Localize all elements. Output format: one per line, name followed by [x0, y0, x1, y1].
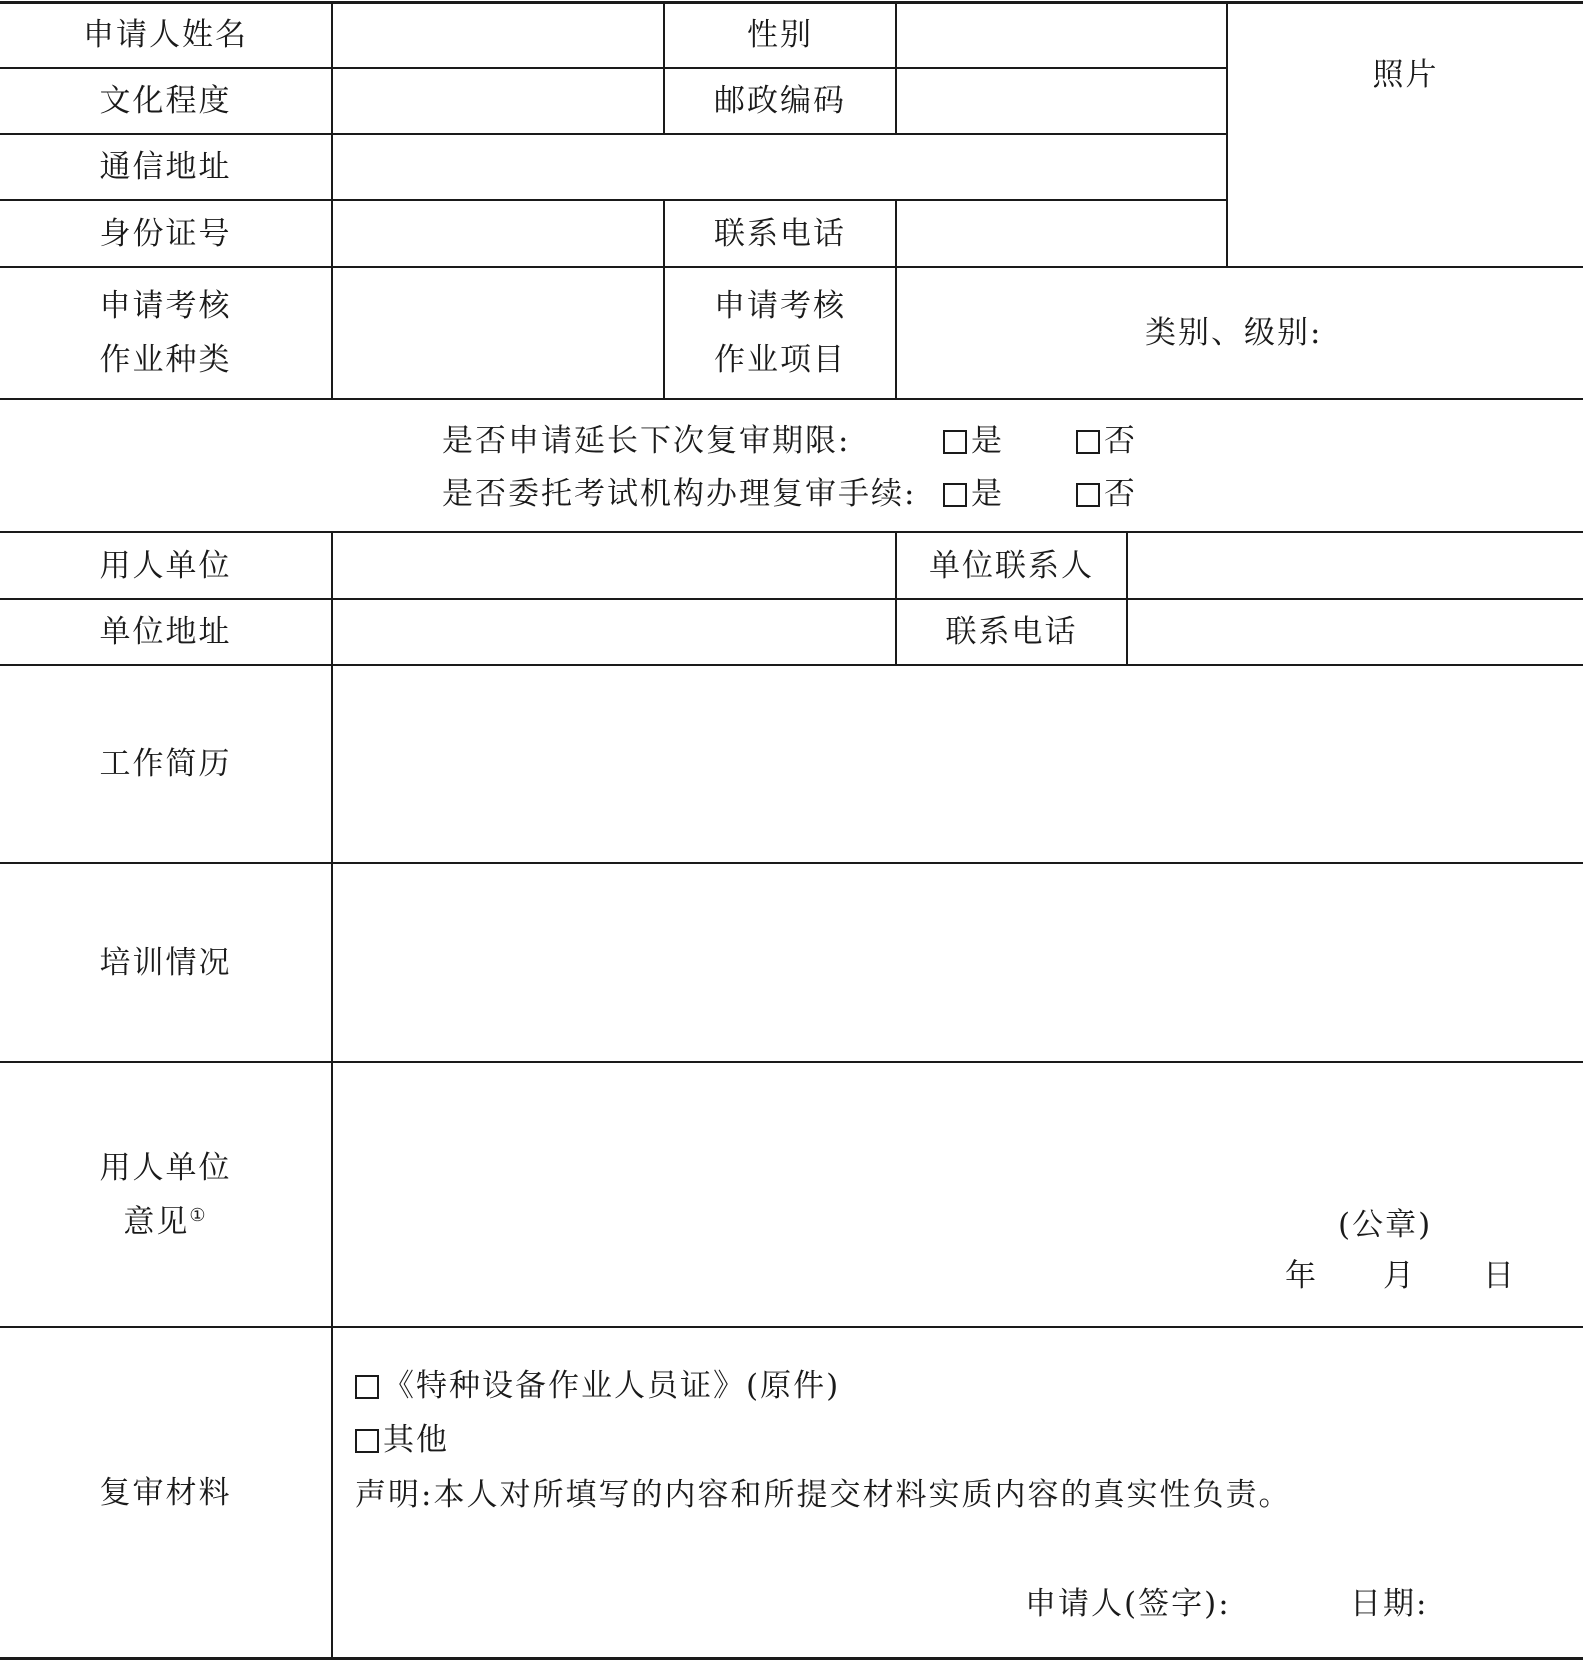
delegate-yes-option[interactable] — [943, 474, 1004, 514]
education-field[interactable] — [333, 69, 663, 133]
exam-type-field[interactable] — [333, 268, 663, 398]
material-certificate-label: 《特种设备作业人员证》(原件) — [383, 1368, 841, 1404]
extend-yes-label: 是 — [971, 423, 1004, 459]
declaration-text: 声明:本人对所填写的内容和所提交材料实质内容的真实性负责。 — [355, 1477, 1292, 1513]
day-label: 日 — [1483, 1258, 1516, 1294]
exam-item-field[interactable] — [897, 268, 1583, 398]
employer-contact-field[interactable] — [1128, 533, 1583, 598]
date-label: 日期: — [1350, 1586, 1429, 1622]
phone-field[interactable] — [897, 201, 1226, 266]
photo-label: 照片 — [1372, 56, 1439, 93]
applicant-name-field[interactable] — [333, 3, 663, 67]
postal-code-field[interactable] — [897, 69, 1226, 133]
employer-opinion-label — [0, 1063, 331, 1326]
work-history-label: 工作简历 — [99, 746, 232, 782]
delegate-question: 是否委托考试机构办理复审手续: — [442, 476, 917, 512]
address-label: 通信地址 — [99, 149, 232, 185]
work-history-field[interactable] — [333, 666, 1583, 862]
employer-opinion-label-line1: 用人单位 — [99, 1149, 232, 1186]
employer-label: 用人单位 — [99, 547, 232, 584]
extend-question: 是否申请延长下次复审期限: — [442, 423, 851, 459]
employer-address-label: 单位地址 — [99, 614, 232, 650]
exam-item-label — [665, 268, 895, 398]
photo-cell[interactable] — [1228, 3, 1583, 266]
training-label: 培训情况 — [99, 944, 232, 981]
checkbox-icon[interactable] — [1076, 430, 1100, 454]
gender-label: 性别 — [747, 17, 813, 53]
delegate-no-label: 否 — [1104, 476, 1137, 512]
extend-no-label: 否 — [1104, 423, 1137, 459]
year-label: 年 — [1285, 1258, 1318, 1294]
delegate-yes-label: 是 — [971, 476, 1004, 512]
education-label: 文化程度 — [99, 83, 232, 119]
employer-opinion-label-line2 — [123, 1195, 207, 1249]
checkbox-icon[interactable] — [355, 1375, 379, 1399]
checkbox-icon[interactable] — [355, 1429, 379, 1453]
exam-item-label-line1: 申请考核 — [714, 288, 846, 324]
exam-item-label-line2: 作业项目 — [714, 342, 846, 378]
phone-label: 联系电话 — [714, 215, 846, 252]
extend-yes-option[interactable] — [943, 421, 1004, 461]
id-number-label: 身份证号 — [99, 215, 232, 252]
employer-opinion-field[interactable] — [333, 1063, 1583, 1326]
exam-type-label — [0, 268, 331, 398]
form-bottom-border — [0, 1657, 1583, 1660]
delegate-no-option[interactable] — [1076, 474, 1137, 514]
exam-type-label-line2: 作业种类 — [99, 342, 232, 378]
employer-opinion-text: 意见 — [123, 1203, 190, 1240]
training-field[interactable] — [333, 864, 1583, 1061]
row-divider — [0, 398, 1583, 400]
gender-field[interactable] — [897, 3, 1226, 67]
employer-address-field[interactable] — [333, 600, 895, 664]
postal-code-label: 邮政编码 — [714, 83, 846, 119]
checkbox-icon[interactable] — [943, 430, 967, 454]
extend-no-option[interactable] — [1076, 421, 1137, 461]
checkbox-icon[interactable] — [943, 483, 967, 507]
signature-label: 申请人(签字): — [1025, 1586, 1231, 1622]
footnote-marker: ① — [189, 1204, 208, 1226]
id-number-field[interactable] — [333, 201, 663, 266]
address-field[interactable] — [333, 135, 1226, 199]
exam-type-label-line1: 申请考核 — [99, 288, 232, 324]
seal-label: (公章) — [1338, 1207, 1433, 1243]
month-label: 月 — [1383, 1258, 1416, 1294]
category-level-label: 类别、级别: — [1145, 315, 1323, 351]
review-materials-field — [333, 1328, 1583, 1657]
checkbox-icon[interactable] — [1076, 483, 1100, 507]
employer-field[interactable] — [333, 533, 895, 598]
employer-phone-field[interactable] — [1128, 600, 1583, 664]
employer-contact-label: 单位联系人 — [929, 547, 1094, 584]
material-certificate-option[interactable] — [355, 1366, 840, 1406]
material-other-option[interactable] — [355, 1420, 449, 1460]
applicant-name-label: 申请人姓名 — [83, 17, 248, 53]
employer-phone-label: 联系电话 — [945, 614, 1078, 650]
material-other-label: 其他 — [383, 1422, 449, 1458]
review-materials-label: 复审材料 — [99, 1474, 232, 1511]
